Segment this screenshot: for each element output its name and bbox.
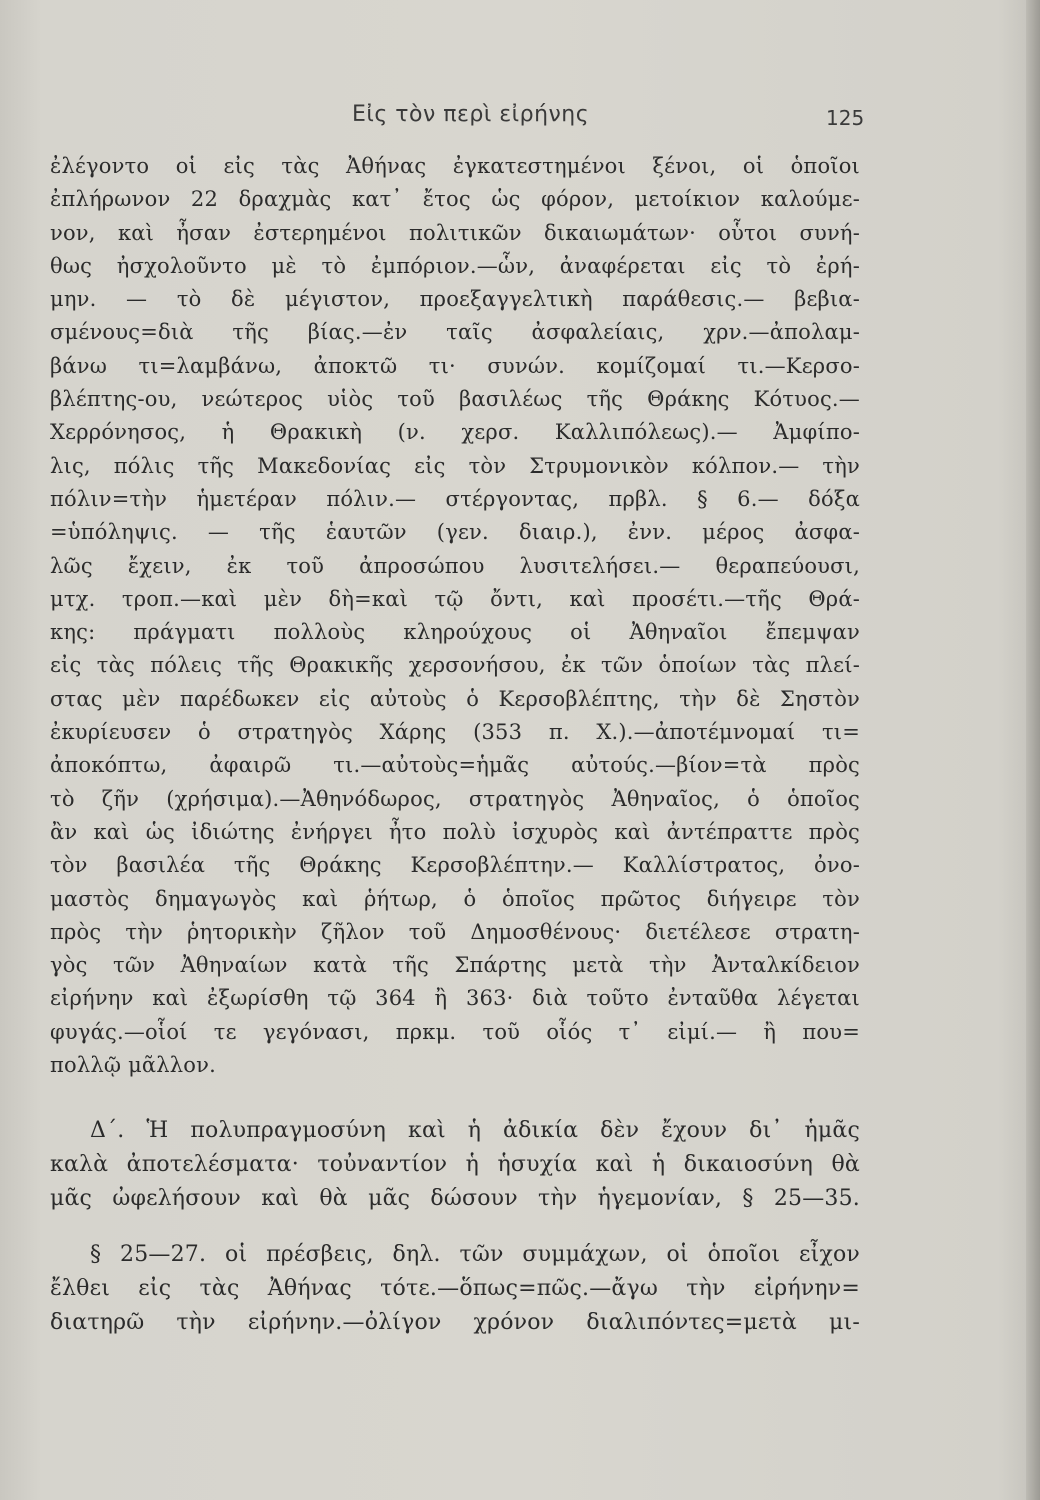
section-notes: [50, 1238, 860, 1340]
text-line: ἐλέγοντο οἱ εἰς τὰς Ἀθήνας ἐγκατεστημένοι ξένοι, οἱ ὁποῖοι: [50, 154, 860, 178]
text-line: ἂν καὶ ὡς ἰδιώτης ἐνήργει ἦτο πολὺ ἰσχυρὸς καὶ ἀντέπραττε πρὸς: [50, 819, 860, 844]
text-line: εἰρήνην καὶ ἐξωρίσθη τῷ 364 ἢ 363· διὰ τοῦτο ἐνταῦθα λέγεται: [50, 986, 860, 1011]
text-line: τὸν βασιλέα τῆς Θράκης Κερσοβλέπτην.— Καλλίστρατος, ὀνο-: [50, 853, 860, 878]
text-line: μᾶς ὠφελήσουν καὶ θὰ μᾶς δώσουν τὴν ἡγεμονίαν, § 25—35.: [50, 1186, 860, 1211]
text-line: σμένους=διὰ τῆς βίας.—ἐν ταῖς ἀσφαλείαις, χρν.—ἀπολαμ-: [50, 320, 860, 345]
page-number: 125: [826, 106, 865, 130]
text-line: καλὰ ἀποτελέσματα· τοὐναντίον ἡ ἡσυχία καὶ ἡ δικαιοσύνη θὰ: [50, 1152, 860, 1177]
text-line: § 25—27. οἱ πρέσβεις, δηλ. τῶν συμμάχων, οἱ ὁποῖοι εἶχον: [90, 1242, 860, 1267]
text-line: βάνω τι=λαμβάνω, ἀποκτῶ τι· συνών. κομίζομαί τι.—Κερσο-: [50, 353, 860, 378]
text-line: βλέπτης-ου, νεώτερος υἱὸς τοῦ βασιλέως τῆς Θράκης Κότυος.—: [50, 387, 860, 412]
page-header: [0, 98, 1040, 138]
text-line: τὸ ζῆν (χρήσιμα).—Ἀθηνόδωρος, στρατηγὸς Ἀθηναῖος, ὁ ὁποῖος: [50, 786, 860, 811]
text-line: =ὑπόληψις. — τῆς ἑαυτῶν (γεν. διαιρ.), ἐνν. μέρος ἀσφα-: [50, 520, 860, 545]
text-line: ἐκυρίευσεν ὁ στρατηγὸς Χάρης (353 π. Χ.).—ἀποτέμνομαί τι=: [50, 720, 860, 745]
text-line: πόλιν=τὴν ἡμετέραν πόλιν.— στέργοντας, πρβλ. § 6.— δόξα: [50, 486, 860, 511]
text-line: μην. — τὸ δὲ μέγιστον, προεξαγγελτικὴ παράθεσις.— βεβια-: [50, 287, 860, 312]
text-line: πρὸς τὴν ῥητορικὴν ζῆλον τοῦ Δημοσθένους· διετέλεσε στρατη-: [50, 919, 860, 944]
text-line: στας μὲν παρέδωκεν εἰς αὐτοὺς ὁ Κερσοβλέπτης, τὴν δὲ Σηστὸν: [50, 686, 860, 711]
text-line: λις, πόλις τῆς Μακεδονίας εἰς τὸν Στρυμονικὸν κόλπον.— τὴν: [50, 453, 860, 478]
text-line: λῶς ἔχειν, ἐκ τοῦ ἀπροσώπου λυσιτελήσει.— θεραπεύουσι,: [50, 553, 860, 578]
text-line: μτχ. τροπ.—καὶ μὲν δὴ=καὶ τῷ ὄντι, καὶ προσέτι.—τῆς Θρά-: [50, 586, 860, 611]
text-line: θως ἠσχολοῦντο μὲ τὸ ἐμπόριον.—ὧν, ἀναφέρεται εἰς τὸ ἐρή-: [50, 253, 860, 278]
text-line: διατηρῶ τὴν εἰρήνην.—ὀλίγον χρόνον διαλιπόντες=μετὰ μι-: [50, 1310, 860, 1335]
text-line: φυγάς.—οἷοί τε γεγόνασι, πρκμ. τοῦ οἷός τ᾿ εἰμί.— ἢ που=: [50, 1019, 860, 1044]
text-line: μαστὸς δημαγωγὸς καὶ ῥήτωρ, ὁ ὁποῖος πρῶτος διήγειρε τὸν: [50, 886, 860, 911]
section-summary: [50, 1114, 860, 1216]
commentary-notes: [50, 150, 860, 1082]
text-line: γὸς τῶν Ἀθηναίων κατὰ τῆς Σπάρτης μετὰ τὴν Ἀνταλκίδειον: [50, 953, 860, 978]
text-line: νον, καὶ ἦσαν ἐστερημένοι πολιτικῶν δικαιωμάτων· οὗτοι συνή-: [50, 220, 860, 245]
text-line: Δ΄. Ἡ πολυπραγμοσύνη καὶ ἡ ἀδικία δὲν ἔχουν δι᾿ ἡμᾶς: [90, 1118, 860, 1143]
text-line: πολλῷ μᾶλλον.: [50, 1053, 216, 1078]
text-line: ἐπλήρωνον 22 δραχμὰς κατ᾿ ἔτος ὡς φόρον, μετοίκιον καλούμε-: [50, 187, 860, 212]
text-line: εἰς τὰς πόλεις τῆς Θρακικῆς χερσονήσου, ἐκ τῶν ὁποίων τὰς πλεί-: [50, 653, 860, 678]
text-line: κης: πράγματι πολλοὺς κληρούχους οἱ Ἀθηναῖοι ἔπεμψαν: [50, 620, 860, 645]
running-title: Εἰς τὸν περὶ εἰρήνης: [352, 102, 590, 127]
text-line: ἔλθει εἰς τὰς Ἀθήνας τότε.—ὅπως=πῶς.—ἄγω τὴν εἰρήνην=: [50, 1276, 860, 1301]
text-line: ἀποκόπτω, ἀφαιρῶ τι.—αὐτοὺς=ἡμᾶς αὐτούς.—βίον=τὰ πρὸς: [50, 753, 860, 778]
text-line: Χερρόνησος, ἡ Θρακικὴ (ν. χερσ. Καλλιπόλεως).— Ἀμφίπο-: [50, 420, 860, 445]
page-edge-shadow: [1026, 0, 1040, 1500]
